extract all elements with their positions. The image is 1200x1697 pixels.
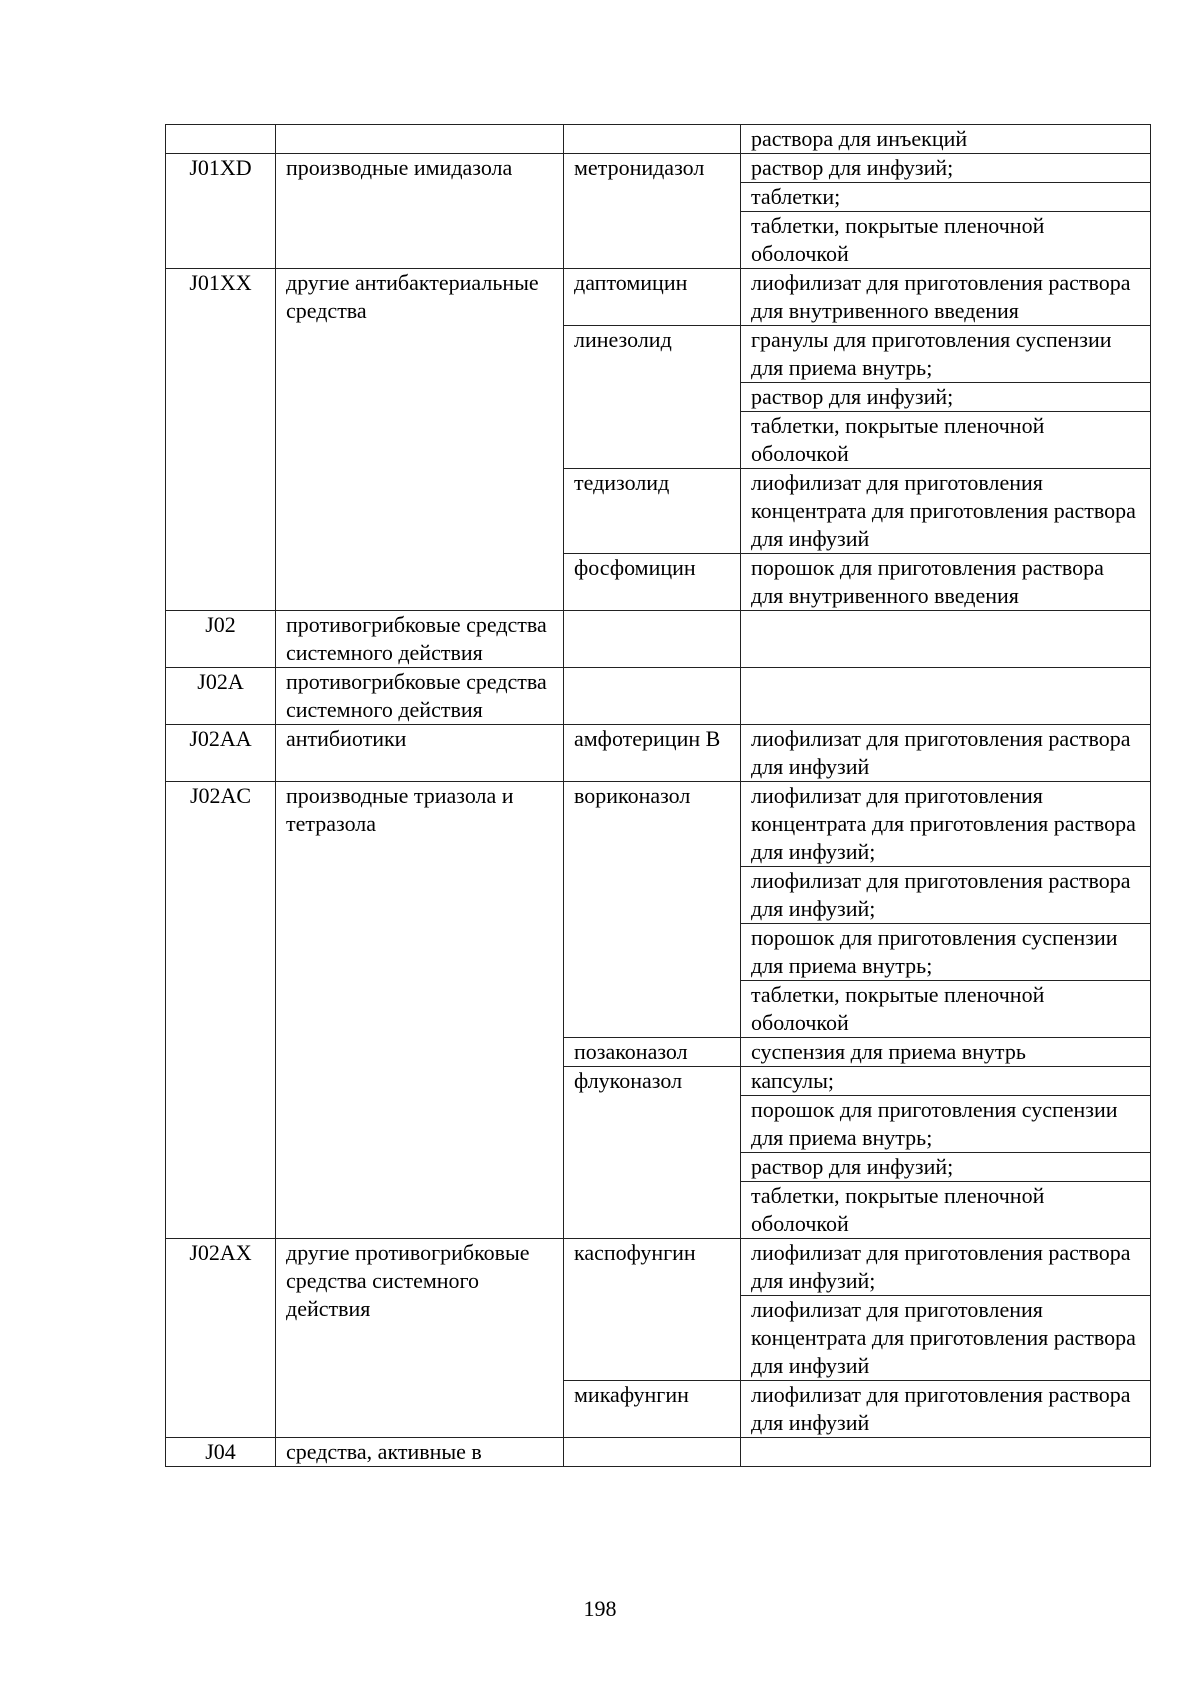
atc-code-cell: J02AX xyxy=(166,1239,276,1438)
drug-cell: метронидазол xyxy=(564,154,741,269)
table-row xyxy=(166,125,1151,154)
form-cell: лиофилизат для приготовления концентрата для приготовления раствора для инфузий xyxy=(741,469,1151,554)
group-cell: производные имидазола xyxy=(276,154,564,269)
form-cell: лиофилизат для приготовления концентрата для приготовления раствора для инфузий xyxy=(741,1296,1151,1381)
form-cell: суспензия для приема внутрь xyxy=(741,1038,1151,1067)
drug-cell xyxy=(564,668,741,725)
form-cell: лиофилизат для приготовления раствора для инфузий; xyxy=(741,1239,1151,1296)
atc-code-cell: J01XD xyxy=(166,154,276,269)
drug-cell: вориконазол xyxy=(564,782,741,1038)
table-row xyxy=(166,1239,1151,1296)
form-cell: таблетки, покрытые пленочной оболочкой xyxy=(741,412,1151,469)
form-cell: лиофилизат для приготовления раствора для инфузий xyxy=(741,1381,1151,1438)
form-cell: таблетки, покрытые пленочной оболочкой xyxy=(741,1182,1151,1239)
group-cell: противогрибковые средства системного действия xyxy=(276,668,564,725)
atc-code-cell: J02AA xyxy=(166,725,276,782)
group-cell: средства, активные в xyxy=(276,1438,564,1467)
drug-cell xyxy=(564,1438,741,1467)
group-cell: противогрибковые средства системного действия xyxy=(276,611,564,668)
atc-code-cell: J04 xyxy=(166,1438,276,1467)
atc-code-cell xyxy=(166,125,276,154)
atc-code-cell: J02AC xyxy=(166,782,276,1239)
form-cell: порошок для приготовления суспензии для приема внутрь; xyxy=(741,1096,1151,1153)
form-cell xyxy=(741,611,1151,668)
form-cell xyxy=(741,1438,1151,1467)
drug-cell: позаконазол xyxy=(564,1038,741,1067)
form-cell: раствор для инфузий; xyxy=(741,154,1151,183)
group-cell: другие противогрибковые средства системного действия xyxy=(276,1239,564,1438)
drug-table xyxy=(165,124,1151,1467)
form-cell: таблетки, покрытые пленочной оболочкой xyxy=(741,981,1151,1038)
table-row xyxy=(166,668,1151,725)
group-cell: другие антибактериальные средства xyxy=(276,269,564,611)
form-cell: таблетки, покрытые пленочной оболочкой xyxy=(741,212,1151,269)
form-cell: гранулы для приготовления суспензии для приема внутрь; xyxy=(741,326,1151,383)
form-cell: лиофилизат для приготовления раствора для инфузий; xyxy=(741,867,1151,924)
group-cell: антибиотики xyxy=(276,725,564,782)
drug-cell xyxy=(564,125,741,154)
form-cell: таблетки; xyxy=(741,183,1151,212)
form-cell: лиофилизат для приготовления концентрата для приготовления раствора для инфузий; xyxy=(741,782,1151,867)
group-cell xyxy=(276,125,564,154)
group-cell: производные триазола и тетразола xyxy=(276,782,564,1239)
table-row xyxy=(166,611,1151,668)
form-cell: раствор для инфузий; xyxy=(741,1153,1151,1182)
drug-cell: флуконазол xyxy=(564,1067,741,1239)
page-number: 198 xyxy=(583,1596,617,1621)
form-cell: капсулы; xyxy=(741,1067,1151,1096)
form-cell: раствор для инфузий; xyxy=(741,383,1151,412)
atc-code-cell: J02 xyxy=(166,611,276,668)
drug-cell: линезолид xyxy=(564,326,741,469)
atc-code-cell: J02A xyxy=(166,668,276,725)
form-cell: порошок для приготовления раствора для внутривенного введения xyxy=(741,554,1151,611)
table-row xyxy=(166,1438,1151,1467)
drug-cell: тедизолид xyxy=(564,469,741,554)
form-cell: порошок для приготовления суспензии для приема внутрь; xyxy=(741,924,1151,981)
drug-cell: микафунгин xyxy=(564,1381,741,1438)
table-row xyxy=(166,782,1151,867)
form-cell: раствора для инъекций xyxy=(741,125,1151,154)
drug-cell: каспофунгин xyxy=(564,1239,741,1381)
form-cell xyxy=(741,668,1151,725)
drug-cell: фосфомицин xyxy=(564,554,741,611)
form-cell: лиофилизат для приготовления раствора для внутривенного введения xyxy=(741,269,1151,326)
atc-code-cell: J01XX xyxy=(166,269,276,611)
drug-cell: даптомицин xyxy=(564,269,741,326)
drug-cell: амфотерицин B xyxy=(564,725,741,782)
form-cell: лиофилизат для приготовления раствора для инфузий xyxy=(741,725,1151,782)
table-row xyxy=(166,269,1151,326)
table-row xyxy=(166,725,1151,782)
table-row xyxy=(166,154,1151,183)
drug-cell xyxy=(564,611,741,668)
